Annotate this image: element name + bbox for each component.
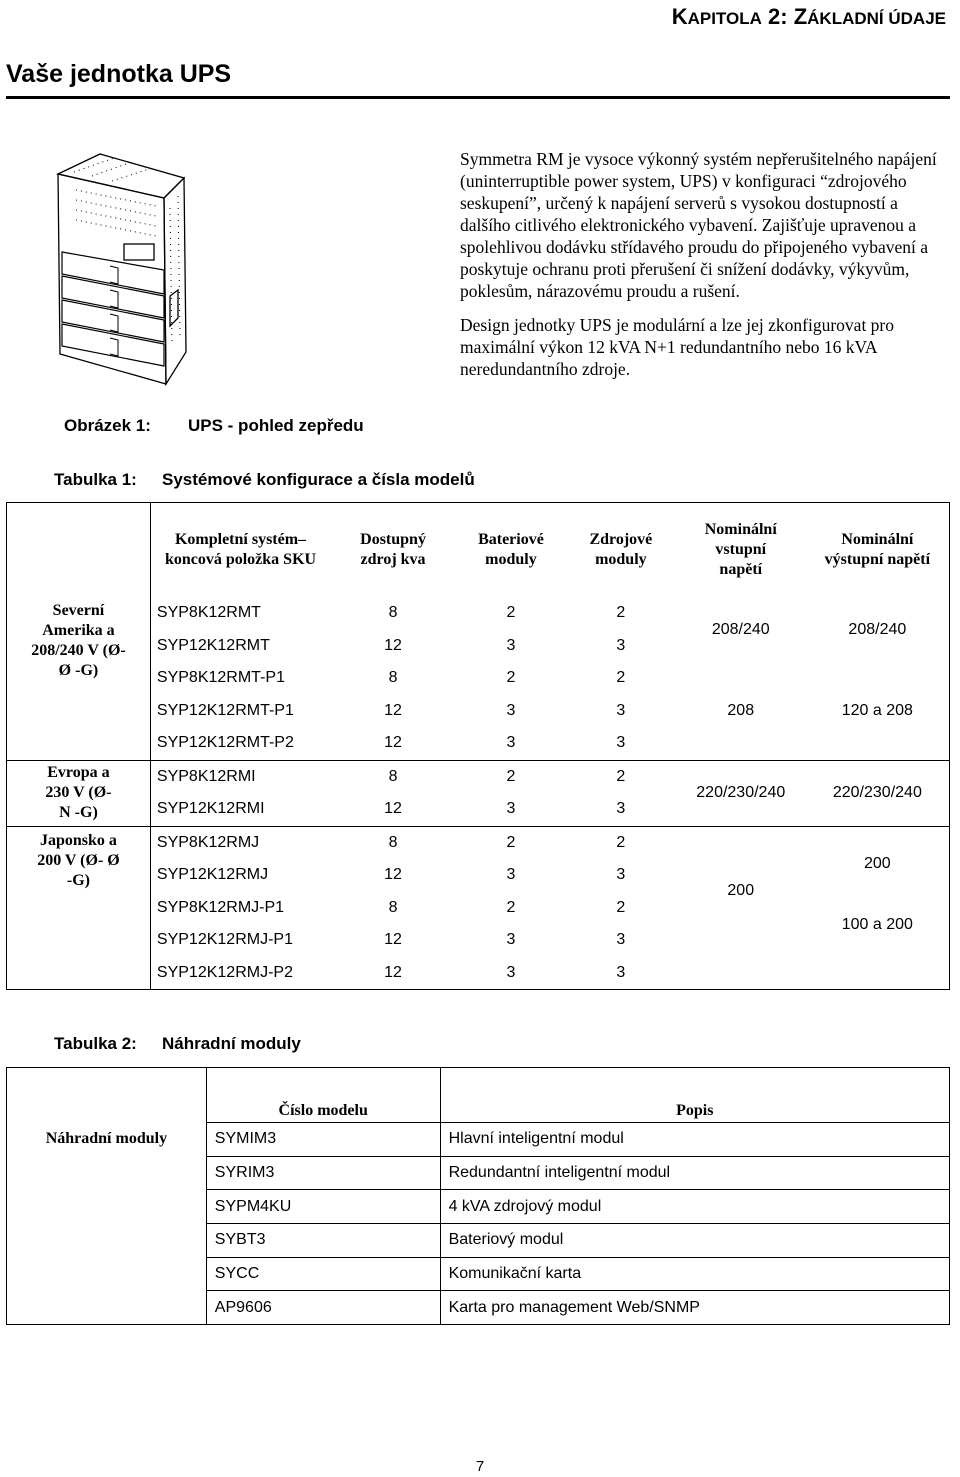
- chapter-number: 2:: [761, 4, 794, 29]
- sku-cell: SYP8K12RMI: [150, 760, 330, 793]
- sku-cell: SYP12K12RMT-P2: [156, 734, 294, 752]
- title-rule: [6, 96, 950, 99]
- kva-cell: 12: [384, 963, 402, 981]
- intro-text: [460, 148, 950, 392]
- sku-cell: SYP8K12RMT-P1: [156, 669, 285, 687]
- desc-cell: Komunikační karta: [440, 1257, 949, 1291]
- chapter-prefix-big: K: [671, 4, 688, 29]
- kva-cell: 12: [384, 701, 402, 719]
- sku-cell: SYP12K12RMT: [156, 636, 270, 654]
- figure-caption: UPS - pohled zepředu: [188, 416, 364, 435]
- sku-cell: SYP8K12RMJ-P1: [156, 898, 285, 916]
- kva-cell: 8: [388, 604, 398, 622]
- model-header: Číslo modelu: [206, 1068, 440, 1123]
- kva-header: Dostupný zdroj kva: [360, 531, 426, 568]
- battery-cell: 2: [506, 898, 516, 916]
- replacement-modules-table: [6, 1067, 950, 1325]
- table-row: [7, 1190, 950, 1224]
- empty-cell: [7, 1156, 207, 1190]
- power-cell: 3: [616, 701, 626, 719]
- power-cell: 2: [566, 826, 676, 859]
- power-cell: 2: [616, 669, 626, 687]
- region-japan: Japonsko a 200 V (Ø- Ø -G): [7, 826, 151, 990]
- table2-caption: Náhradní moduly: [162, 1034, 301, 1053]
- model-cell: SYCC: [206, 1257, 440, 1291]
- sku-cell: SYP12K12RMT-P1: [156, 701, 294, 719]
- vout-cell: 208/240: [848, 620, 907, 638]
- page-number: 7: [475, 1458, 485, 1475]
- intro-paragraph-1: Symmetra RM je vysoce výkonný systém nepřerušitelného napájení (uninterruptible power system, UPS) v konfiguraci “zdrojového seskupení”, určený k napájení serverů s vysokou dostupností a dalšího citlivého elektronického vybavení. Zajišťuje upravenou a spolehlivou dodávku střídavého proudu do připojeného vybavení a poskytuje ochranu proti přerušení či snížení dodávky, výkyvům, poklesům, nárazovému proudu a rušení.: [460, 149, 937, 301]
- model-cell: SYMIM3: [206, 1123, 440, 1157]
- chapter-prefix-small: APITOLA: [687, 9, 762, 28]
- power-cell: 3: [616, 734, 626, 752]
- region-header: [7, 503, 151, 598]
- empty-cell: [7, 1190, 207, 1224]
- region-europe: Evropa a 230 V (Ø- N -G): [7, 760, 151, 826]
- kva-cell: 12: [384, 931, 402, 949]
- kva-cell: 12: [384, 800, 402, 818]
- model-cell: SYBT3: [206, 1224, 440, 1258]
- table-row: [7, 1224, 950, 1258]
- sku-cell: SYP12K12RMJ-P2: [156, 963, 293, 981]
- sku-cell: SYP12K12RMJ: [156, 866, 269, 884]
- table-row: [7, 1156, 950, 1190]
- vin-cell: 200: [676, 826, 806, 990]
- desc-header: Popis: [440, 1068, 949, 1123]
- battery-cell: 3: [506, 866, 516, 884]
- model-cell: AP9606: [206, 1291, 440, 1325]
- kva-cell: 8: [330, 826, 456, 859]
- table-row: [7, 1123, 950, 1157]
- power-cell: 2: [566, 760, 676, 793]
- table2-label: Tabulka 2:: [54, 1034, 137, 1053]
- power-cell: 3: [616, 931, 626, 949]
- battery-cell: 3: [506, 800, 516, 818]
- table-header-row: [7, 1068, 950, 1123]
- kva-cell: 8: [388, 898, 398, 916]
- sku-cell: SYP8K12RMJ: [150, 826, 330, 859]
- power-cell: 3: [616, 800, 626, 818]
- battery-cell: 2: [456, 760, 566, 793]
- kva-cell: 12: [384, 636, 402, 654]
- battery-cell: 3: [506, 636, 516, 654]
- vout-cell: 120 a 208: [841, 701, 913, 719]
- chapter-name-big: Z: [793, 4, 808, 29]
- system-configurations-table: [6, 502, 950, 990]
- table-row: [7, 1291, 950, 1325]
- battery-cell: 3: [506, 963, 516, 981]
- sku-header: Kompletní systém– koncová položka SKU: [164, 531, 317, 568]
- desc-cell: Hlavní inteligentní modul: [440, 1123, 949, 1157]
- region-north-america: Severní Amerika a 208/240 V (Ø- Ø -G): [7, 597, 151, 760]
- empty-cell: [7, 1291, 207, 1325]
- figure-label: Obrázek 1:: [64, 416, 151, 435]
- power-cell: 3: [616, 636, 626, 654]
- chapter-heading: [672, 4, 946, 30]
- vin-cell: 208: [727, 701, 755, 719]
- replacement-modules-label: Náhradní moduly: [45, 1130, 168, 1148]
- desc-cell: Bateriový modul: [440, 1224, 949, 1258]
- power-header: Zdrojové moduly: [589, 531, 653, 568]
- table-row: [7, 760, 950, 793]
- sku-cell: SYP12K12RMJ-P1: [156, 931, 293, 949]
- chapter-name-small: ÁKLADNÍ ÚDAJE: [807, 9, 946, 28]
- table-row: [7, 1257, 950, 1291]
- desc-cell: Karta pro management Web/SNMP: [448, 1298, 700, 1316]
- kva-cell: 8: [388, 669, 398, 687]
- kva-cell: 12: [384, 866, 402, 884]
- empty-cell: [7, 1257, 207, 1291]
- table1-label: Tabulka 1:: [54, 470, 137, 489]
- vin-cell: 220/230/240: [676, 760, 806, 826]
- vout-cell: 100 a 200: [841, 915, 913, 933]
- vout-cell: 200: [806, 826, 950, 892]
- vout-cell: 220/230/240: [806, 760, 950, 826]
- battery-cell: 3: [506, 701, 516, 719]
- desc-cell: 4 kVA zdrojový modul: [440, 1190, 949, 1224]
- model-cell: SYPM4KU: [206, 1190, 440, 1224]
- kva-cell: 8: [330, 760, 456, 793]
- kva-cell: 12: [384, 734, 402, 752]
- intro-paragraph-2: Design jednotky UPS je modulární a lze jej zkonfigurovat pro maximální výkon 12 kVA N+1 redundantního nebo 16 kVA neredundantního zdroje.: [460, 315, 895, 379]
- power-cell: 2: [616, 898, 626, 916]
- vin-header: Nominální vstupní napětí: [704, 521, 777, 578]
- table-header-row: [7, 503, 950, 598]
- sku-cell: SYP8K12RMT: [156, 604, 261, 622]
- empty-cell: [7, 1224, 207, 1258]
- table-row: [7, 597, 950, 630]
- sku-cell: SYP12K12RMI: [156, 800, 265, 818]
- battery-cell: 2: [506, 669, 516, 687]
- empty-header: [7, 1068, 207, 1123]
- table1-caption: Systémové konfigurace a čísla modelů: [162, 470, 475, 489]
- battery-header: Bateriové moduly: [478, 531, 544, 568]
- power-cell: 3: [616, 866, 626, 884]
- power-cell: 3: [616, 963, 626, 981]
- battery-cell: 2: [506, 604, 516, 622]
- battery-cell: 3: [506, 734, 516, 752]
- battery-cell: 2: [456, 826, 566, 859]
- model-cell: SYRIM3: [206, 1156, 440, 1190]
- battery-cell: 3: [506, 931, 516, 949]
- vout-header: Nominální výstupní napětí: [824, 531, 931, 568]
- vin-cell: 208/240: [711, 620, 770, 638]
- ups-front-illustration: [52, 148, 192, 393]
- power-cell: 2: [616, 604, 626, 622]
- page-title: Vaše jednotka UPS: [6, 60, 232, 88]
- desc-cell: Redundantní inteligentní modul: [440, 1156, 949, 1190]
- table-row: [7, 826, 950, 859]
